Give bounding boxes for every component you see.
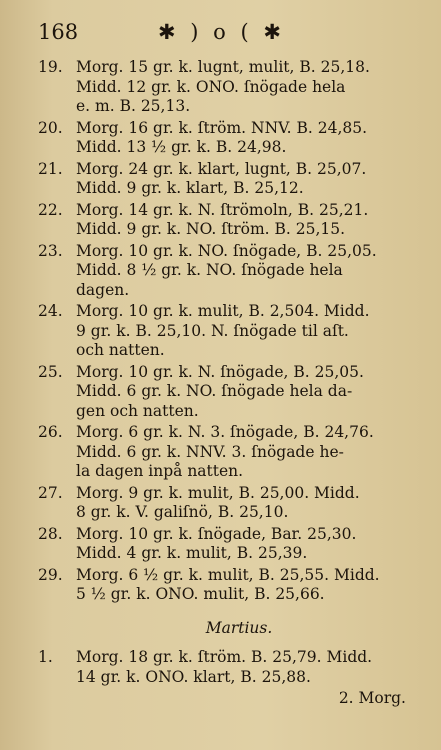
entry-day-number: 23. xyxy=(38,241,63,260)
weather-entry xyxy=(38,484,410,523)
page-content xyxy=(38,58,410,709)
entry-text-line: Midd. 4 gr. k. mulit, B. 25,39. xyxy=(76,544,308,562)
entry-text-line: och natten. xyxy=(76,341,165,359)
page-header xyxy=(38,20,401,50)
weather-entry xyxy=(38,363,410,422)
entry-text-line: Morg. 10 gr. k. mulit, B. 2,504. Midd. xyxy=(76,302,370,320)
entry-day-number: 20. xyxy=(38,118,63,137)
entry-text-line: 9 gr. k. B. 25,10. N. ſnögade til aſt. xyxy=(76,321,349,340)
section-title: Martius. xyxy=(205,618,273,637)
entry-day-number: 22. xyxy=(38,200,63,219)
entry-text-line: Midd. 12 gr. k. ONO. ſnögade hela xyxy=(76,77,346,96)
entry-day-number: 26. xyxy=(38,423,63,441)
entry-day-number: 29. xyxy=(38,565,63,584)
weather-entry xyxy=(38,160,410,199)
entry-text-line: Morg. 9 gr. k. mulit, B. 25,00. Midd. xyxy=(76,483,360,502)
entry-text-line: Morg. 6 ½ gr. k. mulit, B. 25,55. Midd. xyxy=(76,565,380,584)
entry-day-number: 19. xyxy=(38,58,63,76)
entry-text-line: Midd. 9 gr. k. NO. ſtröm. B. 25,15. xyxy=(76,220,346,238)
entry-text-line: Midd. 13 ½ gr. k. B. 24,98. xyxy=(76,138,287,156)
entry-text-line: Midd. 8 ½ gr. k. NO. ſnögade hela xyxy=(76,261,343,279)
entry-day-number: 21. xyxy=(38,159,63,178)
entry-text-line: Morg. 18 gr. k. ſtröm. B. 25,79. Midd. xyxy=(76,648,373,666)
weather-entry xyxy=(38,201,410,240)
page-number: 168 xyxy=(38,20,79,44)
entry-day-number: 24. xyxy=(38,302,63,320)
entry-day-number: 28. xyxy=(38,524,63,543)
entry-day-number: 1. xyxy=(38,648,53,666)
entry-text-line: la dagen inpå natten. xyxy=(76,462,244,480)
entry-text-line: 14 gr. k. ONO. klart, B. 25,88. xyxy=(76,667,311,686)
weather-entry xyxy=(38,119,410,158)
entry-day-number: 27. xyxy=(38,483,63,502)
entry-text-line: Morg. 14 gr. k. N. ſtrömoln, B. 25,21. xyxy=(76,200,369,219)
entry-text-line: Midd. 9 gr. k. klart, B. 25,12. xyxy=(76,179,304,197)
catchword: 2. Morg. xyxy=(338,689,406,707)
entry-text-line: Morg. 15 gr. k. lugnt, mulit, B. 25,18. xyxy=(76,58,370,76)
weather-entry xyxy=(38,423,410,482)
entry-text-line: Midd. 6 gr. k. NO. ſnögade hela da- xyxy=(76,382,353,400)
weather-entry xyxy=(38,566,410,605)
entry-text-line: e. m. B. 25,13. xyxy=(76,97,191,115)
header-ornament: ✱ ) o ( ✱ xyxy=(158,20,285,44)
entry-text-line: gen och natten. xyxy=(76,401,199,420)
entry-text-line: 8 gr. k. V. galiſnö, B. 25,10. xyxy=(76,503,289,521)
entry-text-line: Morg. 16 gr. k. ſtröm. NNV. B. 24,85. xyxy=(76,118,368,137)
weather-entry xyxy=(38,648,410,687)
entry-text-line: Morg. 10 gr. k. NO. ſnögade, B. 25,05. xyxy=(76,241,377,260)
entry-day-number: 25. xyxy=(38,362,63,381)
entry-text-line: Midd. 6 gr. k. NNV. 3. ſnögade he- xyxy=(76,442,344,461)
march-entries xyxy=(38,648,410,687)
weather-entry xyxy=(38,302,410,361)
entry-text-line: dagen. xyxy=(76,280,130,299)
entry-text-line: Morg. 6 gr. k. N. 3. ſnögade, B. 24,76. xyxy=(76,423,374,441)
february-entries xyxy=(38,58,410,605)
entry-text-line: Morg. 10 gr. k. ſnögade, Bar. 25,30. xyxy=(76,524,357,543)
entry-text-line: 5 ½ gr. k. ONO. mulit, B. 25,66. xyxy=(76,585,325,603)
entry-text-line: Morg. 10 gr. k. N. ſnögade, B. 25,05. xyxy=(76,362,364,381)
weather-entry xyxy=(38,58,410,117)
weather-entry xyxy=(38,525,410,564)
weather-entry xyxy=(38,242,410,301)
entry-text-line: Morg. 24 gr. k. klart, lugnt, B. 25,07. xyxy=(76,159,367,178)
